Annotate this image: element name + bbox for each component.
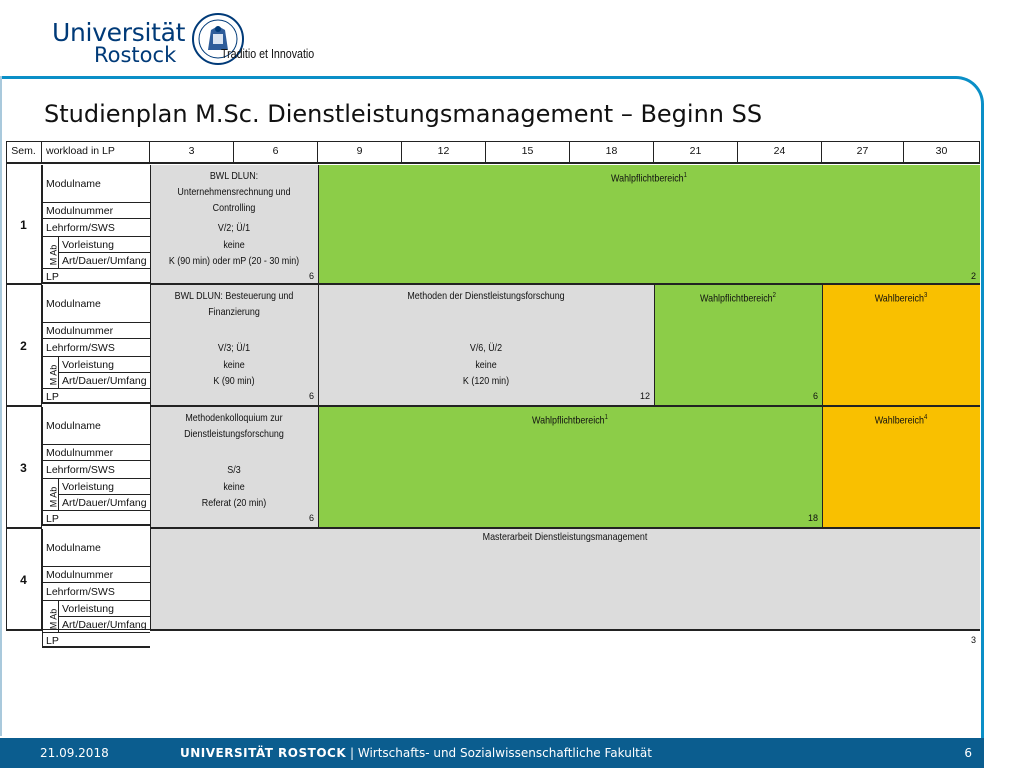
mab-text: M Ab bbox=[48, 244, 59, 266]
module-name-text: Wahlpflichtbereich bbox=[700, 292, 773, 305]
module1-lp: 6 bbox=[308, 513, 314, 523]
row-label-lehrform: Lehrform/SWS bbox=[42, 219, 150, 237]
module1-exam: K (90 min) bbox=[213, 375, 255, 387]
lp-column-header: 15 bbox=[486, 141, 570, 164]
semester-number: 2 bbox=[6, 285, 42, 407]
row-label-modulnummer: Modulnummer bbox=[42, 203, 150, 219]
row-label-modulname: Modulname bbox=[42, 529, 150, 567]
study-plan-table bbox=[6, 141, 980, 647]
row-label-vorleistung: Vorleistung bbox=[58, 237, 150, 253]
lp-column-header: 27 bbox=[822, 141, 904, 164]
university-logo bbox=[52, 12, 342, 70]
row-label-modulnummer: Modulnummer bbox=[42, 323, 150, 339]
row-label-art-dauer: Art/Dauer/Umfang bbox=[58, 495, 150, 511]
wahlbereich-name bbox=[834, 285, 968, 323]
row-label-art-dauer: Art/Dauer/Umfang bbox=[58, 373, 150, 389]
semester-number: 4 bbox=[6, 529, 42, 631]
thesis-lp: 3 bbox=[970, 635, 976, 645]
module1-exam: K (90 min) oder mP (20 - 30 min) bbox=[168, 255, 300, 267]
row-label-modulname: Modulname bbox=[42, 407, 150, 445]
slide-frame-left-rule bbox=[0, 76, 2, 736]
row-label-modulnummer: Modulnummer bbox=[42, 567, 150, 583]
mab-text: M Ab bbox=[48, 486, 59, 508]
row-label-mab bbox=[42, 601, 58, 633]
module-name-text: Wahlbereich bbox=[874, 292, 924, 305]
wahlpflicht-lp: 2 bbox=[970, 271, 976, 281]
lp-column-header: 3 bbox=[150, 141, 234, 164]
row-label-lehrform: Lehrform/SWS bbox=[42, 339, 150, 357]
footer-date: 21.09.2018 bbox=[40, 746, 109, 760]
row-label-lp: LP bbox=[42, 389, 150, 404]
logo-university-text: Universität bbox=[52, 18, 186, 47]
row-label-vorleistung: Vorleistung bbox=[58, 479, 150, 495]
row-label-modulname: Modulname bbox=[42, 285, 150, 323]
module-name-text: BWL DLUN: Besteuerung und Finanzierung bbox=[174, 290, 294, 318]
module1-name bbox=[163, 407, 306, 445]
logo-motto: Traditio et Innovatio bbox=[221, 46, 315, 61]
row-label-vorleistung: Vorleistung bbox=[58, 357, 150, 373]
row-label-lehrform: Lehrform/SWS bbox=[42, 583, 150, 601]
row-label-mab bbox=[42, 479, 58, 511]
module1-lp: 6 bbox=[308, 391, 314, 401]
footer-faculty: Wirtschafts- und Sozialwissenschaftliche Fakultät bbox=[357, 746, 652, 760]
lp-column-header: 21 bbox=[654, 141, 738, 164]
module-name-text: Methodenkolloquium zur Dienstleistungsforschung bbox=[184, 412, 284, 440]
module2-name bbox=[343, 285, 629, 323]
footer-organization bbox=[180, 746, 652, 760]
module2-prerequisite: keine bbox=[475, 359, 497, 371]
wahlpflicht-lp: 6 bbox=[812, 391, 818, 401]
row-label-modulname: Modulname bbox=[42, 165, 150, 203]
footnote-marker: 1 bbox=[683, 172, 687, 179]
footer-page-number: 6 bbox=[964, 746, 972, 760]
footer-university: UNIVERSITÄT ROSTOCK bbox=[180, 746, 347, 760]
lp-column-header: 24 bbox=[738, 141, 822, 164]
wahlbereich-name bbox=[834, 407, 968, 445]
semester-number: 3 bbox=[6, 407, 42, 529]
module1-prerequisite: keine bbox=[223, 239, 245, 251]
module2-exam: K (120 min) bbox=[462, 375, 510, 387]
module1-name bbox=[163, 165, 306, 214]
row-label-lp: LP bbox=[42, 511, 150, 526]
row-label-mab bbox=[42, 237, 58, 269]
footnote-marker: 2 bbox=[772, 292, 776, 299]
row-label-art-dauer: Art/Dauer/Umfang bbox=[58, 253, 150, 269]
logo-city-text: Rostock bbox=[94, 43, 177, 67]
slide-title: Studienplan M.Sc. Dienstleistungsmanagement – Beginn SS bbox=[44, 100, 763, 128]
module1-prerequisite: keine bbox=[223, 481, 245, 493]
footnote-marker: 4 bbox=[923, 414, 928, 421]
footer-bar bbox=[0, 738, 984, 768]
module1-form: V/2; Ü/1 bbox=[217, 222, 251, 234]
mab-text: M Ab bbox=[48, 608, 59, 630]
module1-name bbox=[163, 285, 306, 323]
lp-column-header: 18 bbox=[570, 141, 654, 164]
module1-form: V/3; Ü/1 bbox=[217, 342, 251, 354]
sem-header: Sem. bbox=[6, 141, 42, 164]
row-label-art-dauer: Art/Dauer/Umfang bbox=[58, 617, 150, 633]
row-label-modulnummer: Modulnummer bbox=[42, 445, 150, 461]
row-label-lp: LP bbox=[42, 269, 150, 284]
footnote-marker: 1 bbox=[604, 414, 608, 421]
mab-text: M Ab bbox=[48, 364, 59, 386]
module-name-text: Methoden der Dienstleistungsforschung bbox=[407, 290, 565, 302]
thesis-name: Masterarbeit Dienstleistungsmanagement bbox=[482, 531, 648, 543]
module-name-text: Wahlpflichtbereich bbox=[611, 172, 684, 185]
workload-header: workload in LP bbox=[42, 141, 150, 164]
module2-form: V/6, Ü/2 bbox=[469, 342, 503, 354]
lp-column-header: 6 bbox=[234, 141, 318, 164]
lp-column-header: 9 bbox=[318, 141, 402, 164]
semester-number: 1 bbox=[6, 165, 42, 285]
row-label-lp: LP bbox=[42, 633, 150, 648]
module-name-text: Wahlpflichtbereich bbox=[532, 414, 605, 427]
module-name-text: BWL DLUN: Unternehmensrechnung und Controlling bbox=[177, 170, 291, 214]
row-label-lehrform: Lehrform/SWS bbox=[42, 461, 150, 479]
wahlpflicht-name bbox=[356, 407, 784, 445]
wahlpflicht-lp: 18 bbox=[807, 513, 818, 523]
module1-prerequisite: keine bbox=[223, 359, 245, 371]
wahlpflicht-name bbox=[667, 285, 810, 323]
wahlpflicht-name bbox=[368, 165, 931, 203]
module1-exam: Referat (20 min) bbox=[201, 497, 267, 509]
row-label-vorleistung: Vorleistung bbox=[58, 601, 150, 617]
module-name-text: Wahlbereich bbox=[874, 414, 924, 427]
module1-form: S/3 bbox=[227, 464, 241, 476]
row-label-mab bbox=[42, 357, 58, 389]
lp-column-header: 30 bbox=[904, 141, 980, 164]
module1-lp: 6 bbox=[308, 271, 314, 281]
module2-lp: 12 bbox=[639, 391, 650, 401]
footer-separator: | bbox=[349, 746, 355, 760]
footnote-marker: 3 bbox=[923, 292, 928, 299]
lp-column-header: 12 bbox=[402, 141, 486, 164]
